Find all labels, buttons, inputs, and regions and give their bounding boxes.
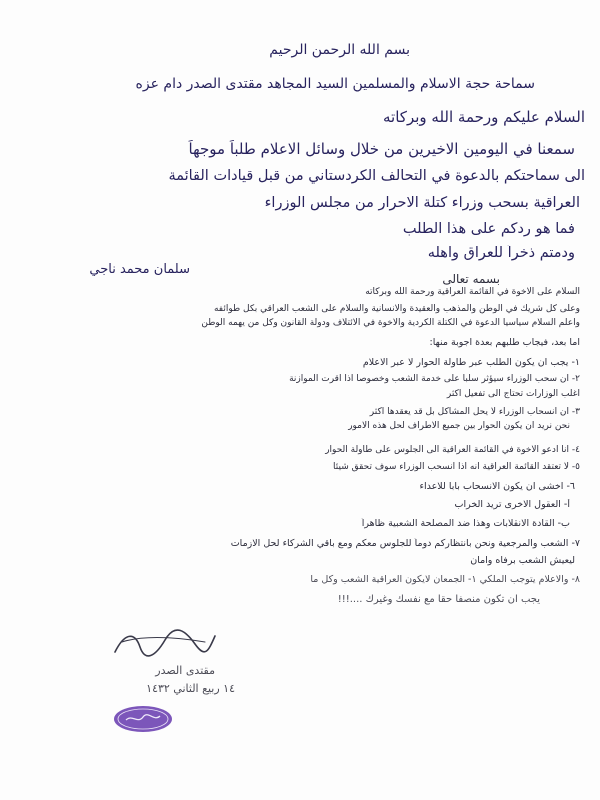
letter-addressee: سماحة حجة الاسلام والمسلمين السيد المجاهد مقتدى الصدر دام عزه (135, 76, 535, 92)
reply-line-14: ب- القادة الانقلابات وهذا ضد المصلحة الشعبية ظاهراً (361, 518, 570, 529)
reply-line-8: ٣- ان انسحاب الوزراء لا يحل المشاكل بل قد يعقدها اكثر (369, 407, 580, 417)
reply-line-6: ٢- ان سحب الوزراء سيؤثر سلباً على خدمة الشعب وخصوصاً اذا اقرت الموازنة (289, 374, 580, 384)
letter-greeting: السلام عليكم ورحمة الله وبركاته (383, 108, 585, 126)
letter-body-line-2: الى سماحتكم بالدعوة في التحالف الكردستاني من قبل قيادات القائمة (168, 168, 585, 184)
reply-line-15: ٧- الشعب والمرجعية ونحن بانتظاركم دوماً للجلوس معكم ومع باقي الشركاء لحل الازمات (230, 538, 580, 549)
reply-line-3: واعلم السلام سياسياً الدعوة في الكتلة الكردية والاخوة في الائتلاف ودولة القانون وكل من يهمه الوطن (201, 318, 580, 328)
letter-basmala: بسم الله الرحمن الرحيم (269, 42, 410, 58)
reply-line-5: ١- يجب ان يكون الطلب عبر طاولة الحوار لا عبر الاعلام (362, 357, 580, 368)
reply-line-12: ٦- اخشى ان يكون الانسحاب بابا للاعداء (419, 481, 575, 492)
letter-sender: سلمان محمد ناجي (89, 262, 190, 277)
reply-line-4: اما بعد، فيجاب طلبهم بعدة اجوبة منها: (429, 337, 580, 348)
reply-line-7: اغلب الوزارات تحتاج الى تفعيل اكثر (446, 389, 580, 399)
reply-line-13: أ- العقول الاخرى تريد الخراب (454, 499, 570, 510)
reply-line-18: يجب ان تكون منصفا حقا مع نفسك وغيرك ....!!! (337, 594, 540, 605)
letter-body-line-3: العراقية بسحب وزراء كتلة الاحرار من مجلس الوزراء (264, 195, 580, 211)
reply-line-17: ٨- والاعلام يتوجب الملكي ١- الجمعان لايكون العراقية الشعب وكل ما (310, 574, 580, 585)
reply-line-16: ليعيش الشعب برفاه وامان (470, 555, 575, 566)
reply-line-9: نحن نريد ان يكون الحوار بين جميع الاطراف لحل هذه الامور (348, 421, 570, 431)
official-seal-stamp (112, 705, 174, 733)
reply-line-11: ٥- لا تعتقد القائمة العراقية انه اذا انسحب الوزراء سوف تحقق شيئا (333, 462, 580, 472)
reply-line-1: السلام على الاخوة في القائمة العراقية ورحمة الله وبركاته (365, 287, 580, 297)
reply-line-2: وعلى كل شريك في الوطن والمذهب والعقيدة والانسانية والسلام على الشعب العراقي بكل طوائفه (213, 304, 580, 314)
reply-basmala: بسمه تعالى (442, 272, 500, 286)
letter-closing: ودمتم ذخراً للعراق واهله (427, 245, 575, 261)
reply-line-10: ٤- انا ادعو الاخوة في القائمة العراقية الى الجلوس على طاولة الحوار (325, 445, 580, 455)
letter-body-line-1: سمعنا في اليومين الاخيرين من خلال وسائل الاعلام طلباً موجهاً (188, 140, 575, 158)
letter-body-line-4: فما هو ردكم على هذا الطلب (402, 221, 575, 237)
reply-date: ١٤ ربيع الثاني ١٤٣٢ (146, 682, 235, 695)
reply-signature-name: مقتدى الصدر (155, 664, 215, 677)
handwritten-signature (110, 622, 220, 662)
